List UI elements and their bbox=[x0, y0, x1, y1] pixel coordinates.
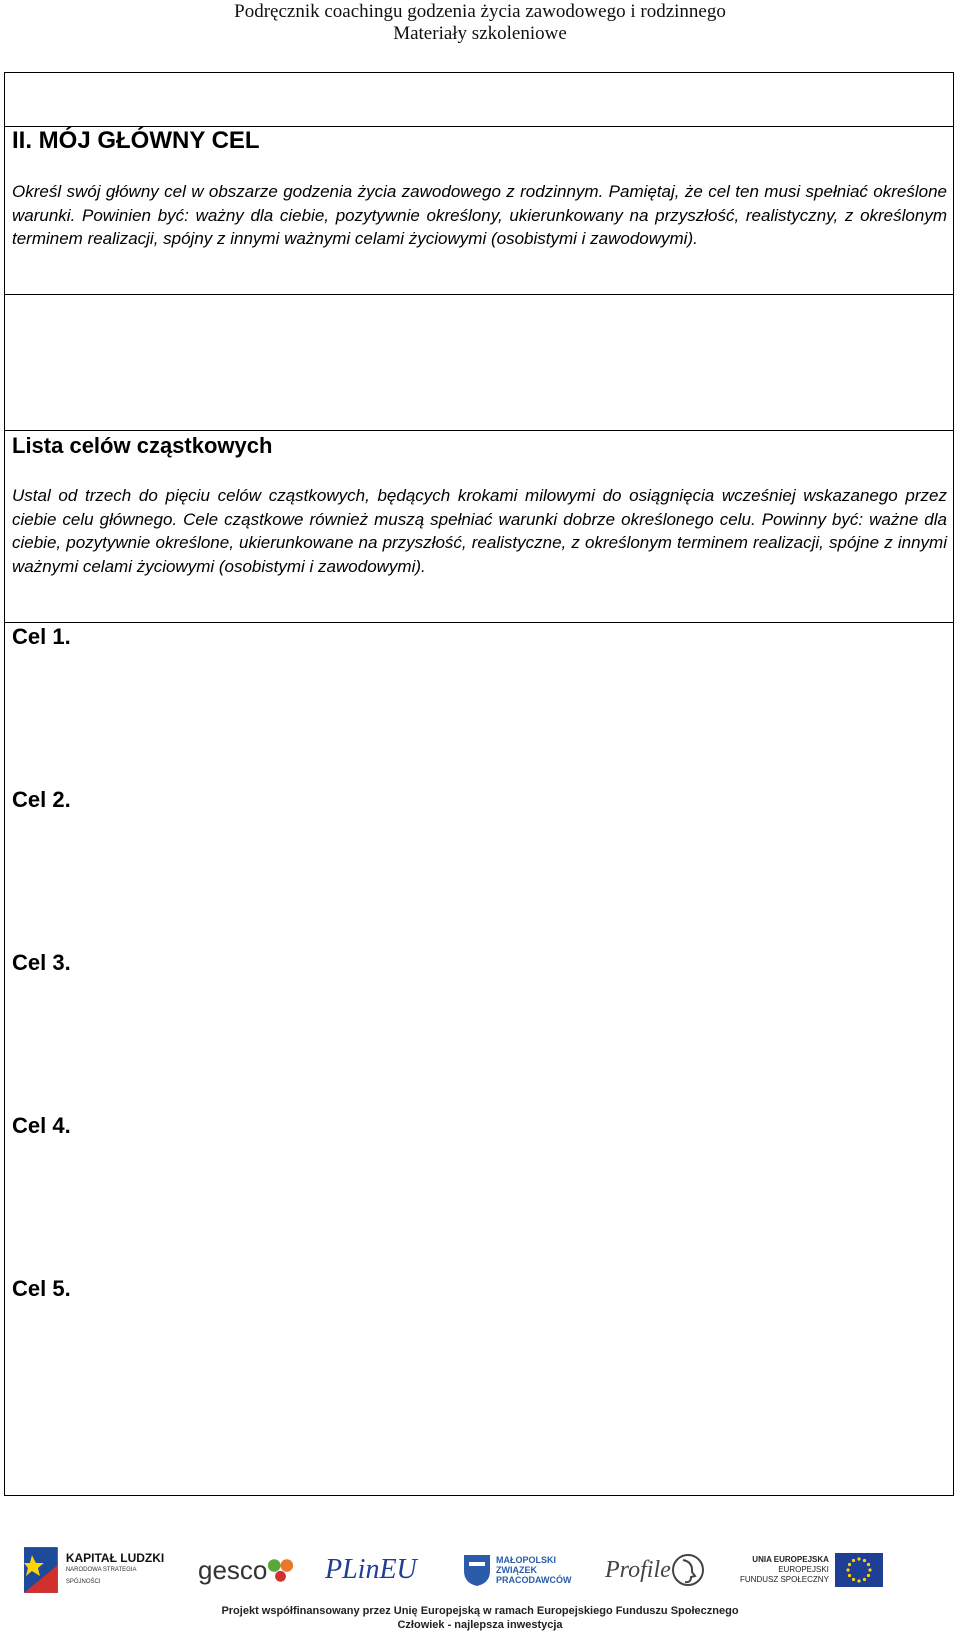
sponsor-logos bbox=[0, 1540, 960, 1610]
footer-slogan: Człowiek - najlepsza inwestycja bbox=[397, 1619, 563, 1631]
subgoals-instructions bbox=[12, 484, 947, 578]
profile-text: Profile bbox=[605, 1556, 671, 1583]
footer-funding-note: Projekt współfinansowany przez Unię Europejską w ramach Europejskiego Funduszu Społecznego bbox=[221, 1605, 739, 1617]
divider bbox=[4, 622, 954, 623]
subgoals-instructions-italic: Ustal od trzech do pięciu celów cząstkowych, będących krokami milowymi do osiągnięcia wcześniej wskazanego przez ciebie celu głównego. Cele cząstkowe również muszą spełniać warunki dobrze określonego celu. bbox=[12, 486, 947, 529]
eu-text-2: EUROPEJSKI bbox=[778, 1565, 829, 1574]
section-title-subgoals: Lista celów cząstkowych bbox=[12, 433, 273, 458]
plineu-text: PLinEU bbox=[325, 1554, 417, 1585]
main-goal-instructions bbox=[12, 180, 947, 251]
main-goal-instructions-italic: Określ swój główny cel w obszarze godzenia życia zawodowego z rodzinnym. Pamiętaj, że cel ten musi spełniać określone warunki. bbox=[12, 182, 947, 225]
header-title: Podręcznik coachingu godzenia życia zawodowego i rodzinnego bbox=[234, 1, 726, 22]
goal-label-2: Cel 2. bbox=[12, 787, 71, 812]
kapital-ludzki-logo bbox=[22, 1540, 172, 1600]
main-goal-instructions-conditions: Powinien być: ważny dla ciebie, pozytywnie określony, ukierunkowany na przyszłość, realistyczny, z określonym terminem realizacji, spójny z innymi ważnymi celami życiowymi (osobistymi i zawodowymi). bbox=[12, 205, 947, 248]
kapital-ludzki-text: KAPITAŁ LUDZKI bbox=[65, 1551, 165, 1565]
eu-text-3: FUNDUSZ SPOŁECZNY bbox=[740, 1575, 829, 1584]
plineu-logo bbox=[325, 1540, 435, 1600]
header-subtitle: Materiały szkoleniowe bbox=[393, 23, 567, 44]
profile-head-icon bbox=[671, 1550, 705, 1590]
divider bbox=[4, 430, 954, 431]
main-goal-answer-area[interactable] bbox=[5, 295, 953, 430]
subgoals-answer-area[interactable] bbox=[5, 660, 953, 1494]
profile-logo bbox=[605, 1540, 715, 1600]
goal-label-3: Cel 3. bbox=[12, 950, 71, 975]
kapital-ludzki-icon bbox=[22, 1545, 60, 1595]
eu-flag-icon bbox=[835, 1553, 883, 1587]
goal-label-4: Cel 4. bbox=[12, 1113, 71, 1138]
eu-text-1: UNIA EUROPEJSKA bbox=[752, 1555, 829, 1564]
goal-label-5: Cel 5. bbox=[12, 1276, 71, 1301]
gesco-logo bbox=[198, 1540, 298, 1600]
malopolski-text: MAŁOPOLSKI ZWIĄZEK PRACODAWCÓW bbox=[496, 1555, 572, 1585]
malopolski-shield-icon bbox=[462, 1553, 492, 1587]
malopolski-logo bbox=[462, 1540, 582, 1600]
goal-label-1: Cel 1. bbox=[12, 624, 71, 649]
gesco-dots-icon bbox=[267, 1555, 298, 1585]
kapital-ludzki-subtext: NARODOWA STRATEGIA SPÓJNOŚCI bbox=[65, 1567, 137, 1585]
gesco-text: gesco bbox=[198, 1554, 268, 1585]
subgoals-instructions-conditions: Powinny być: ważne dla ciebie, pozytywnie określone, ukierunkowane na przyszłość, realistyczne, z określonym terminem realizacji, spójne z innymi ważnymi celami życiowymi (osobistymi i zawodowymi). bbox=[12, 509, 947, 576]
section-title-main-goal: II. MÓJ GŁÓWNY CEL bbox=[12, 127, 260, 154]
eu-logo bbox=[740, 1540, 890, 1600]
